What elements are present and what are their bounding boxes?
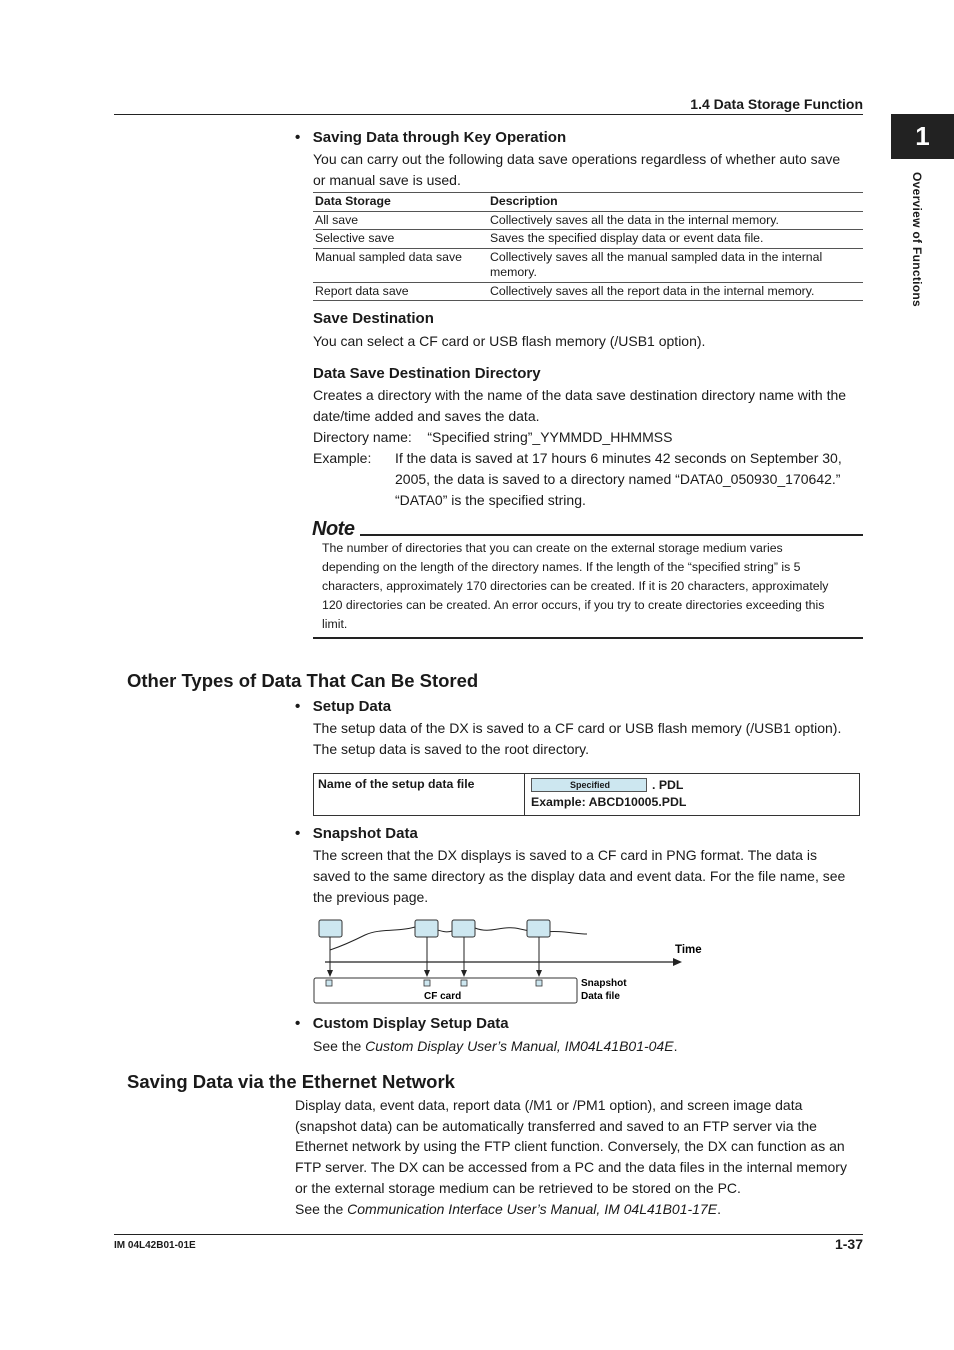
- table-cell: Selective save: [315, 231, 395, 245]
- snapshot-line: The screen that the DX displays is saved to a CF card in PNG format. The data is: [313, 847, 817, 863]
- footer-rule: [114, 1234, 863, 1235]
- directory-line: date/time added and saves the data.: [313, 408, 540, 424]
- setup-box-value: [526, 774, 859, 815]
- save-destination-heading: Save Destination: [313, 310, 434, 327]
- setup-heading: • Setup Data: [295, 698, 392, 715]
- table-row: [313, 211, 863, 230]
- key-operation-heading-text: Saving Data through Key Operation: [312, 129, 567, 146]
- section-title: 1.4 Data Storage Function: [690, 96, 863, 112]
- screen-icon: [415, 920, 438, 937]
- table-header: Description: [490, 194, 558, 208]
- example-line: 2005, the data is saved to a directory named “DATA0_050930_170642.”: [395, 471, 841, 487]
- ethernet-body: [295, 1095, 870, 1219]
- file-icon: [536, 980, 542, 986]
- ethernet-line: (snapshot data) can be automatically transferred and saved to an FTP server via the: [295, 1117, 817, 1134]
- note-line: 120 directories can be created. An error occurs, if you try to create directories exceeding this: [322, 598, 825, 612]
- snapshot-line: saved to the same directory as the display data and event data. For the file name, see: [313, 868, 846, 884]
- note-line: limit.: [322, 617, 348, 631]
- note-top-rule: [360, 534, 863, 536]
- snapshot-heading: • Snapshot Data: [295, 825, 418, 842]
- directory-name-line: [313, 427, 873, 448]
- file-icon: [424, 980, 430, 986]
- key-operation-heading: • Saving Data through Key Operation: [295, 129, 567, 146]
- period: .: [673, 1038, 678, 1054]
- document-id: IM 04L42B01-01E: [114, 1240, 196, 1251]
- ethernet-line: Ethernet network by using the FTP client function. Conversely, the DX can function as an: [295, 1138, 845, 1155]
- time-label: Time: [675, 944, 702, 956]
- example-label: Example:: [313, 450, 372, 466]
- example-block: [313, 448, 873, 511]
- side-chapter-label: Overview of Functions: [910, 172, 924, 307]
- table-header: Data Storage: [315, 194, 391, 208]
- custom-heading-text: Custom Display Setup Data: [312, 1015, 509, 1032]
- specified-chip: Specified: [531, 778, 647, 792]
- setup-line: The setup data is saved to the root directory.: [313, 741, 590, 757]
- storage-table: [313, 192, 863, 301]
- note-bottom-rule: [313, 637, 863, 639]
- table-cell: Collectively saves all the manual sampled data in the internal memory.: [490, 249, 823, 279]
- screen-icon: [527, 920, 550, 937]
- setup-body: [313, 718, 841, 760]
- manual-reference: Custom Display User’s Manual, IM04L41B01-04E: [365, 1038, 674, 1054]
- setup-file-box: [313, 773, 860, 816]
- table-cell: All save: [315, 212, 359, 227]
- file-icon: [326, 980, 332, 986]
- snapshot-body: [313, 845, 845, 908]
- table-cell: Manual sampled data save: [315, 249, 462, 264]
- custom-see: [313, 1036, 677, 1057]
- setup-box-label: Name of the setup data file: [314, 774, 525, 815]
- intro-line: or manual save is used.: [313, 172, 461, 188]
- save-destination-text: You can select a CF card or USB flash memory (/USB1 option).: [313, 333, 706, 349]
- snapshot-diagram: [300, 910, 720, 1010]
- table-cell: Collectively saves all the data in the internal memory.: [490, 212, 779, 227]
- intro-line: You can carry out the following data save operations regardless of whether auto save: [313, 151, 841, 167]
- save-arrow-head: [461, 970, 467, 977]
- chapter-number: 1: [915, 121, 930, 151]
- note-body: [322, 539, 828, 634]
- ethernet-heading: Saving Data via the Ethernet Network: [127, 1071, 455, 1092]
- ethernet-line: FTP server. The DX can be accessed from a PC and the data files in the internal memory: [295, 1159, 847, 1176]
- ethernet-see: [295, 1199, 870, 1220]
- see-text: See the: [295, 1200, 348, 1217]
- pdl-extension: . PDL: [652, 778, 684, 792]
- screen-icon: [452, 920, 475, 937]
- other-types-heading: Other Types of Data That Can Be Stored: [127, 670, 479, 691]
- file-icon: [461, 980, 467, 986]
- page-number: 1-37: [834, 1236, 863, 1252]
- directory-body: [313, 385, 873, 511]
- header-rule: [114, 114, 863, 115]
- setup-heading-text: Setup Data: [312, 698, 392, 715]
- ethernet-line: Display data, event data, report data (/M1 or /PM1 option), and screen image data: [295, 1097, 803, 1113]
- note-title: Note: [312, 518, 355, 540]
- dirname-value: “Specified string”_YYMMDD_HHMMSS: [427, 429, 673, 445]
- time-arrow-head: [673, 958, 682, 966]
- setup-line: The setup data of the DX is saved to a CF card or USB flash memory (/USB1 option).: [313, 720, 842, 736]
- table-cell: Saves the specified display data or event data file.: [490, 231, 764, 245]
- save-arrow-head: [327, 970, 333, 977]
- manual-reference: Communication Interface User’s Manual, IM 04L41B01-17E: [347, 1200, 718, 1217]
- snapshot-heading-text: Snapshot Data: [312, 825, 418, 842]
- table-cell: Collectively saves all the report data in the internal memory.: [490, 283, 815, 298]
- see-text: See the: [313, 1038, 366, 1054]
- note-line: depending on the length of the directory names. If the length of the “specified string” is 5: [322, 560, 801, 574]
- screen-icon: [319, 920, 342, 937]
- period: .: [717, 1200, 721, 1217]
- directory-line: Creates a directory with the name of the data save destination directory name with the: [313, 387, 847, 403]
- custom-heading: • Custom Display Setup Data: [295, 1015, 509, 1032]
- setup-example: Example: ABCD10005.PDL: [531, 795, 687, 809]
- save-arrow-head: [536, 970, 542, 977]
- table-header-row: [313, 193, 863, 212]
- key-operation-intro: [313, 149, 840, 191]
- chapter-tab: [891, 114, 954, 159]
- example-line: If the data is saved at 17 hours 6 minutes 42 seconds on September 30,: [395, 450, 842, 466]
- ethernet-line: or the external storage medium can be retrieved to be stored on the PC.: [295, 1179, 741, 1196]
- snapshot-line: the previous page.: [313, 889, 429, 905]
- table-cell: Report data save: [315, 283, 409, 298]
- snapshot-file-label: Snapshot: [581, 978, 627, 989]
- save-arrow-head: [424, 970, 430, 977]
- snapshot-file-label: Data file: [581, 991, 620, 1002]
- directory-heading: Data Save Destination Directory: [313, 365, 541, 382]
- table-row: [313, 230, 863, 249]
- table-row: [313, 248, 863, 282]
- note-line: characters, approximately 170 directories can be created. If it is 20 characters, approximately: [322, 579, 829, 593]
- cf-card-label: CF card: [424, 991, 462, 1002]
- note-line: The number of directories that you can create on the external storage medium varies: [322, 541, 783, 555]
- example-line: “DATA0” is the specified string.: [395, 492, 586, 508]
- table-row: [313, 282, 863, 301]
- dirname-label: Directory name:: [313, 429, 412, 445]
